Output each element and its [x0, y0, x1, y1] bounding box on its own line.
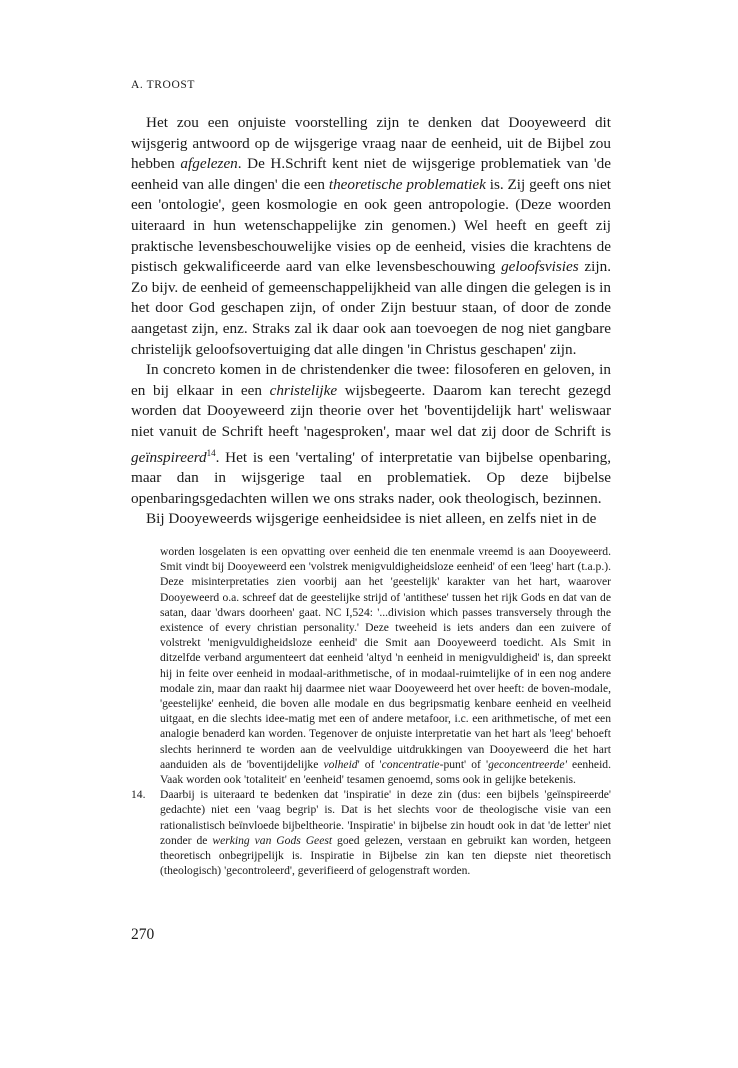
- footnote-continuation: worden losgelaten is een opvatting over eenheid die ten enenmale vreemd is aan Dooyeweerd. Smit vindt bij Dooyeweerd een 'volstrek menigvuldigheidsloze eenheid' of een 'leeg' hart (t.a.p.). Deze misinterpretaties zien voorbij aan het 'geestelijk' karakter van het hart, waarover Dooyeweerd o.a. schreef dat de geestelijke strijd of 'antithese' tussen het rijk Gods en dat van de satan, daar 'dwars doorheen' gaat. NC I,524: '...division which passes transversely through the existence of every christian personality.' Deze tweeheid is iets anders dan een zuivere of volstrekt 'menigvuldigheidsloze eenheid' die Smit aan Dooyeweerd toedicht. Als Smit in ditzelfde verband argumenteert dat eenheid 'altyd 'n eenheid in menigvuldigheid' is, dan spreekt hij in feite over eenheid in modaal-arithmetische, of in modaal-ruimtelijke of in een nog andere modale zin, maar dan raakt hij daarmee niet waar Dooyeweerd het over heeft: de boven-modale, 'geestelijke' eenheid, die boven alle modale en dus begripsmatig kenbare eenheid en veelheid uitgaat, en die slechts idee-matig met een of andere metafoor, i.c. een arithmetische, of met een analogie benaderd kan worden. Tegenover de onjuiste interpretatie van het hart als 'leeg' behoeft slechts herinnerd te worden aan de veelvuldige uitdrukkingen van Dooyeweerd die het hart aanduiden als de 'boventijdelijke volheid' of 'concentratie-punt' of 'geconcentreerde' eenheid. Vaak worden ook 'totaliteit' en 'eenheid' tesamen genoemd, soms ook in gelijke betekenis.: [160, 545, 611, 787]
- footnote-ref-14[interactable]: 14: [206, 447, 216, 458]
- footnotes: [131, 544, 611, 878]
- footnote-text: Daarbij is uiteraard te bedenken dat 'inspiratie' in deze zin (dus: een bijbels 'geïnspireerde' gedachte) niet een 'vaag begrip' is. Dat is het slechts voor de theologische visie van een rationalistisch beïnvloede bijbeltheorie. 'Inspiratie' in bijbelse zin houdt ook in dat 'de letter' niet zonder de werking van Gods Geest goed gelezen, verstaan en gebruikt kan worden, hetgeen theoretisch onbegrijpelijk is. Inspiratie in Bijbelse zin kan ten diepste niet theoretisch (theologisch) 'gecontroleerd', geverifieerd of gelogenstraft worden.: [160, 788, 611, 878]
- main-text: [131, 113, 611, 530]
- paragraph-2: In concreto komen in de christendenker die twee: filosoferen en geloven, in en bij elkaar in een christelijke wijsbegeerte. Daarom kan terecht gezegd worden dat Dooyeweerd zijn theorie over het 'boventijdelijk hart' weliswaar niet vanuit de Schrift heeft 'nagesproken', maar wel dat zij door de Schrift is geïnspireerd$^{14}$. Het is een 'vertaling' of interpretatie van bijbelse openbaring, maar dan in wijsgerige taal en problematiek. Op deze bijbelse openbaringsgedachten willen we ons straks nader, ook theologisch, bezinnen.: [131, 361, 611, 507]
- footnote-number: 14.: [131, 788, 146, 802]
- page-number: 270: [131, 926, 155, 943]
- paragraph-3: Bij Dooyeweerds wijsgerige eenheidsidee is niet alleen, en zelfs niet in de: [146, 510, 597, 528]
- footnote-14: [131, 787, 611, 878]
- running-head: A. TROOST: [131, 79, 195, 91]
- paragraph-1: Het zou een onjuiste voorstelling zijn te denken dat Dooyeweerd dit wijsgerig antwoord op de wijsgerige vraag naar de eenheid, uit de Bijbel zou hebben afgelezen. De H.Schrift kent niet de wijsgerige problematiek van 'de eenheid van alle dingen' die een theoretische problematiek is. Zij geeft ons niet een 'ontologie', geen kosmologie en ook geen antropologie. (Deze woorden uiteraard in hun wetenschappelijke zin genomen.) Wel heeft en geeft zij praktische levensbeschouwelijke visies op de eenheid, visies die krachtens de pistisch gekwalificeerde aard van elke levensbeschouwing geloofsvisies zijn. Zo bijv. de eenheid of gemeenschappelijkheid van alle dingen die gelegen is in het door God geschapen zijn, of onder Zijn bestuur staan, of door de zonde aangetast zijn, enz. Straks zal ik daar ook aan toevoegen de nog niet gangbare christelijk geloofsovertuiging dat alle dingen 'in Christus geschapen' zijn.: [131, 114, 612, 358]
